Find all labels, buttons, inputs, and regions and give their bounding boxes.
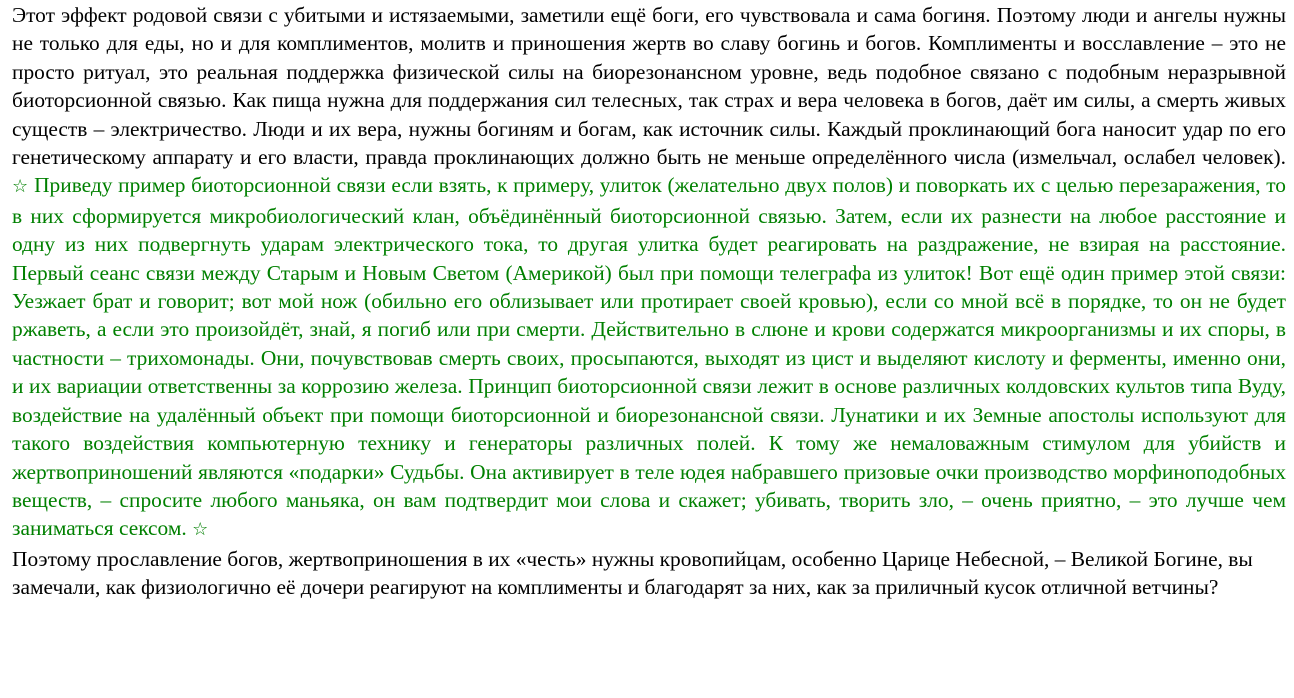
outro-text: Поэтому прославление богов, жертвоприношения в их «честь» нужны кровопийцам, особенно Царице Небесной, – Великой Богине, вы замечали, как физиологично её дочери реагируют на комплименты и благодарят за них, как за приличный кусок отличной ветчины? [12, 546, 1253, 600]
star-open-icon: ☆ [12, 176, 29, 198]
main-paragraph [12, 1, 1286, 545]
closing-paragraph [12, 545, 1286, 602]
highlighted-text: Приведу пример биоторсионной связи если взять, к примеру, улиток (желательно двух полов) и поворкать их с целью перезаражения, то в них сформируется микробиологический клан, объёдинённый биоторсионной связью. Затем, если их разнести на любое расстояние и одну из них подвергнуть ударам электрического тока, то другая улитка будет реагировать на раздражение, не взирая на расстояние. Первый сеанс связи между Старым и Новым Светом (Америкой) был при помощи телеграфа из улиток! Вот ещё один пример этой связи: Уезжает брат и говорит; вот мой нож (обильно его облизывает или протирает своей кровью), если со мной всё в порядке, то он не будет ржаветь, а если это произойдёт, знай, я погиб или при смерти. Действительно в слюне и крови содержатся микроорганизмы и их споры, в частности – трихомонады. Они, почувствовав смерть своих, просыпаются, выходят из цист и выделяют кислоту и ферменты, именно они, и их вариации ответственны за коррозию железа. Принцип биоторсионной связи лежит в основе различных колдовских культов типа Вуду, воздействие на удалённый объект при помощи биоторсионной и биорезонансной связи. Лунатики и их Земные апостолы используют для такого воздействия компьютерную технику и генераторы различных полей. К тому же немаловажным стимулом для убийств и жертвоприношений являются «подарки» Судьбы. Она активирует в теле юдея набравшего призовые очки производство морфиноподобных веществ, – спросите любого маньяка, он вам подтвердит мои слова и скажет; убивать, творить зло, – очень приятно, – это лучше чем заниматься сексом. [12, 173, 1286, 541]
star-close-icon: ☆ [192, 519, 209, 541]
intro-text: Этот эффект родовой связи с убитыми и истязаемыми, заметили ещё боги, его чувствовала и сама богиня. Поэтому люди и ангелы нужны не только для еды, но и для комплиментов, молитв и приношения жертв во славу богинь и богов. Комплименты и восславление – это не просто ритуал, это реальная поддержка физической силы на биорезонансном уровне, ведь подобное связано с подобным неразрывной биоторсионной связью. Как пища нужна для поддержания сил телесных, так страх и вера человека в богов, даёт им силы, а смерть живых существ – электричество. Люди и их вера, нужны богиням и богам, как источник силы. Каждый проклинающий бога наносит удар по его генетическому аппарату и его власти, правда проклинающих должно быть не меньше определённого числа (измельчал, ослабел человек). [12, 3, 1286, 170]
